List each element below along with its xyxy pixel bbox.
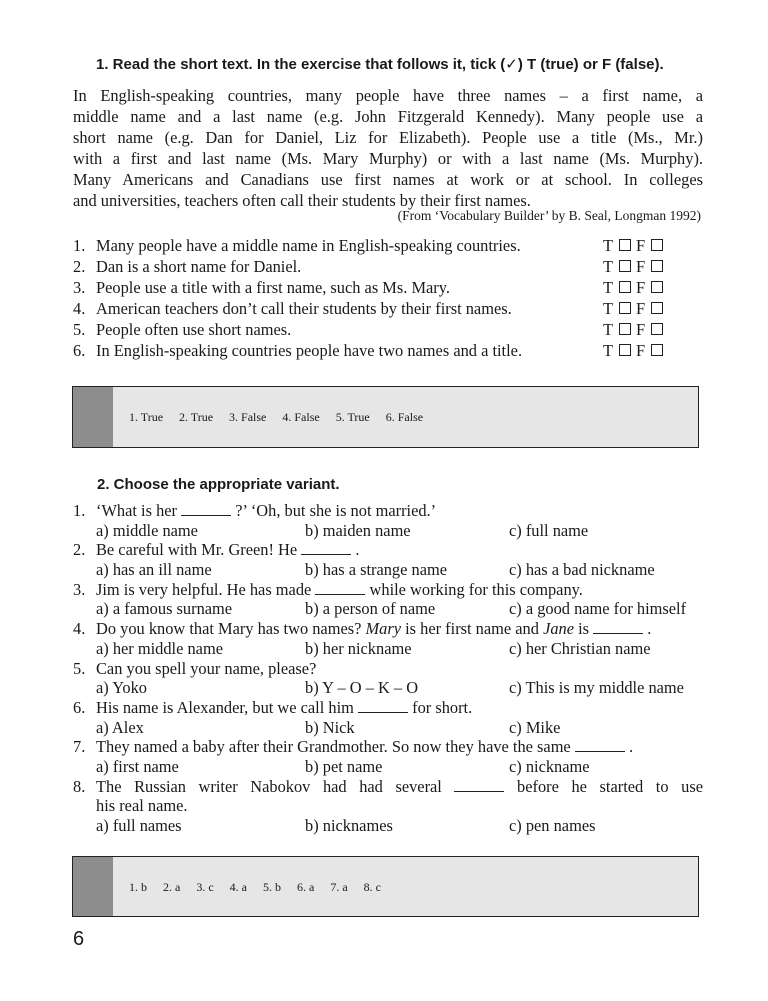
question-text: before he started to use [517,776,703,796]
question-text: . [628,737,634,757]
question-text: while working for this company. [369,579,583,599]
question-text: his real name. [96,796,188,816]
statement-number: 2. [73,257,86,276]
tf-checkboxes [603,257,668,277]
answer-blank [593,621,643,634]
answer-blank [301,542,351,555]
answer-blank [358,700,408,713]
question-text: ?’ ‘Oh, but she is not married.’ [235,501,437,520]
option-b[interactable]: b) has a strange name [305,560,447,580]
answer-key-tab [73,857,113,916]
true-checkbox[interactable] [619,260,631,272]
answer-item: 5. b [262,880,281,894]
answer-list [129,880,394,895]
option-b[interactable]: b) Nick [305,717,355,737]
statement-row [73,278,693,299]
statement-text: Many people have a middle name in English-speaking countries. [96,236,521,255]
passage-line: short name (e.g. Dan for Daniel, Liz for Elizabeth). People use a title (Ms., Mr.) [73,128,703,147]
option-a[interactable]: a) middle name [96,520,198,540]
option-b[interactable]: b) a person of name [305,599,436,619]
question-number: 1. [73,501,86,520]
option-b[interactable]: b) maiden name [305,520,411,540]
tf-checkboxes [603,320,668,340]
question-number: 6. [73,697,86,717]
question-text: . [647,619,652,639]
question-text: His name is Alexander, but we call him [96,697,354,717]
statement-number: 4. [73,299,86,318]
option-c[interactable]: c) full name [509,520,589,540]
question-number: 3. [73,579,86,599]
t-label: T [603,299,614,318]
question-text: Can you spell your name, please? [96,658,317,678]
option-a[interactable]: a) full names [96,816,182,836]
statement-number: 3. [73,278,86,297]
question [73,580,703,619]
f-label: F [636,341,646,360]
true-checkbox[interactable] [619,323,631,335]
tf-checkboxes [603,299,668,319]
answer-item: 8. c [363,880,381,894]
answer-item: 4. a [229,880,247,894]
answer-item: 2. a [163,880,181,894]
statement-number: 6. [73,341,86,360]
question-text: Be careful with Mr. Green! He [96,540,298,560]
option-a[interactable]: a) has an ill name [96,560,212,580]
multiple-choice-list [73,501,703,836]
false-checkbox[interactable] [651,302,663,314]
option-c[interactable]: c) pen names [509,816,596,836]
f-label: F [636,320,646,339]
t-label: T [603,236,614,255]
t-label: T [603,257,614,276]
question [73,698,703,737]
false-checkbox[interactable] [651,281,663,293]
statement-row [73,299,693,320]
answer-item: 2. True [179,410,214,424]
f-label: F [636,278,646,297]
true-checkbox[interactable] [619,239,631,251]
tf-checkboxes [603,236,668,256]
exercise-2-heading: 2. Choose the appropriate variant. [97,476,340,493]
question-text: is her first name and [405,619,539,639]
option-a[interactable]: a) first name [96,757,179,777]
passage-line: and universities, teachers often call their students by their first names. [73,191,531,210]
t-label: T [603,320,614,339]
false-checkbox[interactable] [651,323,663,335]
tf-checkboxes [603,341,668,361]
question-text: Do you know that Mary has two names? [96,619,362,639]
answer-blank [575,739,625,752]
question-number: 7. [73,737,86,757]
question-number: 4. [73,619,86,639]
option-c[interactable]: c) a good name for himself [509,599,687,619]
false-checkbox[interactable] [651,239,663,251]
passage-line: with a first and last name (Ms. Mary Murphy) or with a last name (Ms. Murphy). [73,149,703,168]
answer-item: 6. False [385,410,424,424]
option-a[interactable]: a) Alex [96,717,144,737]
page-number: 6 [73,928,85,950]
passage-line: Many Americans and Canadians use first names at work or at school. In colleges [73,170,703,189]
t-label: T [603,278,614,297]
false-checkbox[interactable] [651,344,663,356]
statement-row [73,236,693,257]
question [73,777,703,836]
answer-item: 6. a [296,880,315,894]
answer-key-1 [72,386,699,448]
t-label: T [603,341,614,360]
true-checkbox[interactable] [619,344,631,356]
answer-item: 1. b [129,880,147,894]
f-label: F [636,257,646,276]
statement-row [73,341,693,362]
source-citation: (From ‘Vocabulary Builder’ by B. Seal, Longman 1992) [397,208,701,223]
statement-text: People use a title with a first name, such as Ms. Mary. [96,278,450,297]
question [73,659,703,698]
question-text: is [578,619,590,639]
statement-text: Dan is a short name for Daniel. [96,257,302,276]
answer-item: 3. False [229,410,267,424]
question-number: 2. [73,540,86,560]
option-a[interactable]: a) a famous surname [96,599,233,619]
question-text: Jim is very helpful. He has made [96,579,312,599]
statement-number: 1. [73,236,86,255]
statement-text: People often use short names. [96,320,292,339]
statement-row [73,320,693,341]
f-label: F [636,299,646,318]
question-text: ‘What is her [96,501,178,520]
question-text: for short. [412,697,473,717]
answer-key-tab [73,387,113,447]
option-c[interactable]: c) her Christian name [509,638,651,658]
question-number: 5. [73,658,86,678]
answer-item: 3. c [196,880,214,894]
question-emphasis: Jane [543,619,575,639]
question [73,737,703,776]
question-emphasis: Mary [365,619,402,639]
option-a[interactable]: a) Yoko [96,678,148,698]
exercise-1-heading: 1. Read the short text. In the exercise that follows it, tick (✓) T (true) or F (false). [96,56,664,73]
option-c[interactable]: c) has a bad nickname [509,560,655,580]
option-b[interactable]: b) pet name [305,757,383,777]
option-a[interactable]: a) her middle name [96,638,223,658]
question-text: The Russian writer Nabokov had had several [96,776,442,796]
answer-list [129,410,436,425]
question-text: They named a baby after their Grandmother. So now they have the same [96,737,571,757]
option-b[interactable]: b) Y – O – K – O [305,678,419,698]
option-c[interactable]: c) This is my middle name [509,678,684,698]
statement-text: American teachers don’t call their students by their first names. [96,299,512,318]
true-checkbox[interactable] [619,302,631,314]
option-b[interactable]: b) nicknames [305,816,393,836]
question-number: 8. [73,776,86,796]
tf-checkboxes [603,278,668,298]
statement-text: In English-speaking countries people have two names and a title. [96,341,523,360]
reading-passage [73,85,703,211]
question [73,619,703,658]
answer-blank [181,503,231,516]
answer-item: 4. False [282,410,320,424]
passage-line: middle name and a last name (e.g. John Fitzgerald Kennedy). Many people use a [73,107,703,126]
option-c[interactable]: c) Mike [509,717,561,737]
option-c[interactable]: c) nickname [509,757,590,777]
answer-item: 5. True [335,410,370,424]
true-checkbox[interactable] [619,281,631,293]
answer-blank [315,582,365,595]
passage-line: In English-speaking countries, many people have three names – a first name, a [73,86,703,105]
statement-row [73,257,693,278]
question-text: . [355,540,360,560]
answer-item: 7. a [330,880,348,894]
question [73,540,703,579]
question [73,501,703,540]
answer-key-2 [72,856,699,917]
option-b[interactable]: b) her nickname [305,638,412,658]
true-false-list [73,236,693,362]
false-checkbox[interactable] [651,260,663,272]
statement-number: 5. [73,320,86,339]
answer-blank [454,779,504,792]
f-label: F [636,236,646,255]
answer-item: 1. True [129,410,164,424]
